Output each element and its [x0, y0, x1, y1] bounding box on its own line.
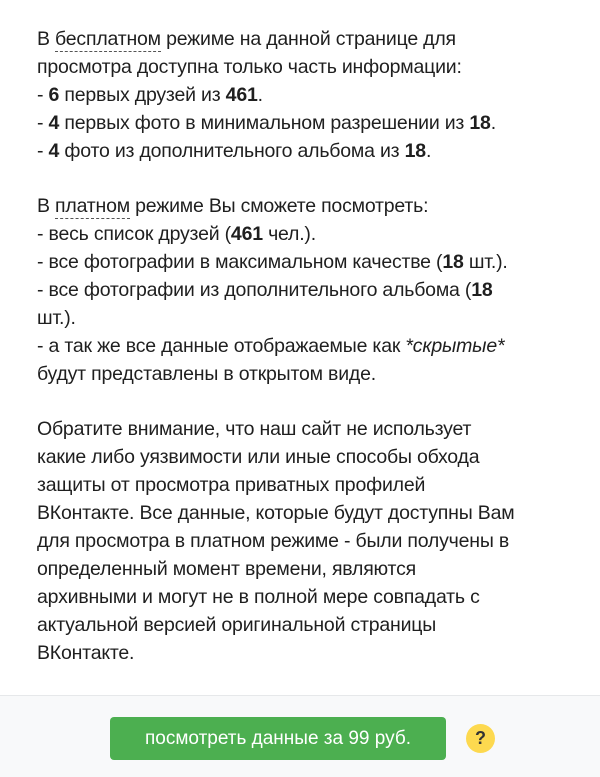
- text: режиме на данной странице для: [160, 28, 456, 50]
- paid-mode-item: [37, 220, 567, 248]
- free-mode-intro-line1: [37, 25, 567, 53]
- text: - все фотографии в максимальном качестве (: [37, 251, 443, 273]
- notice-line: актуальной версией оригинальной страницы: [37, 614, 437, 636]
- notice-line: ВКонтакте. Все данные, которые будут доступны Вам: [37, 502, 515, 524]
- text: В: [37, 195, 56, 217]
- paid-mode-term-link[interactable]: платном: [55, 195, 130, 217]
- info-content: [37, 25, 567, 694]
- text: -: [37, 140, 49, 162]
- paid-mode-item-cont: шт.).: [37, 307, 76, 329]
- notice-line: ВКонтакте.: [37, 642, 135, 664]
- count: 6: [48, 84, 60, 106]
- text: В: [37, 28, 56, 50]
- text: первых фото в минимальном разрешении из: [59, 112, 470, 134]
- text: -: [37, 112, 49, 134]
- notice-line: архивными и могут не в полной мере совпадать с: [37, 586, 480, 608]
- count: 461: [230, 223, 263, 245]
- text: первых друзей из: [59, 84, 226, 106]
- footer-bar: [0, 695, 600, 777]
- free-mode-section: [37, 25, 567, 165]
- text: -: [37, 84, 49, 106]
- hidden-term: *скрытые*: [405, 335, 505, 357]
- paid-mode-item: [37, 248, 567, 276]
- text: - все фотографии из дополнительного альбома (: [37, 279, 472, 301]
- text: шт.).: [463, 251, 508, 273]
- paid-mode-intro: [37, 192, 567, 220]
- text: .: [425, 140, 432, 162]
- paid-mode-section: [37, 192, 567, 388]
- notice-line: защиты от просмотра приватных профилей: [37, 474, 426, 496]
- total: 461: [225, 84, 258, 106]
- free-mode-item: [37, 109, 567, 137]
- text: чел.).: [262, 223, 316, 245]
- notice-line: какие либо уязвимости или иные способы обхода: [37, 446, 480, 468]
- free-mode-item: [37, 81, 567, 109]
- text: фото из дополнительного альбома из: [59, 140, 405, 162]
- free-mode-intro-line2: просмотра доступна только часть информации:: [37, 56, 462, 78]
- notice-section: [37, 415, 567, 667]
- text: режиме Вы сможете посмотреть:: [129, 195, 429, 217]
- text: .: [257, 84, 263, 106]
- paid-mode-item-cont: будут представлены в открытом виде.: [37, 363, 376, 385]
- text: .: [490, 112, 496, 134]
- total: 18: [404, 140, 426, 162]
- count: 4: [48, 112, 60, 134]
- text: - а так же все данные отображаемые как: [37, 335, 406, 357]
- pay-99-rub-button[interactable]: посмотреть данные за 99 руб.: [110, 717, 446, 760]
- notice-line: определенный момент времени, являются: [37, 558, 416, 580]
- paid-mode-item: [37, 332, 567, 360]
- paid-mode-item: [37, 276, 567, 304]
- free-mode-item: [37, 137, 567, 165]
- notice-line: Обратите внимание, что наш сайт не использует: [37, 418, 472, 440]
- free-mode-term-link[interactable]: бесплатном: [55, 28, 161, 50]
- text: - весь список друзей (: [37, 223, 231, 245]
- notice-line: для просмотра в платном режиме - были получены в: [37, 530, 510, 552]
- help-question-icon[interactable]: ?: [466, 724, 495, 753]
- count: 4: [48, 140, 60, 162]
- count: 18: [471, 279, 493, 301]
- count: 18: [442, 251, 464, 273]
- total: 18: [469, 112, 491, 134]
